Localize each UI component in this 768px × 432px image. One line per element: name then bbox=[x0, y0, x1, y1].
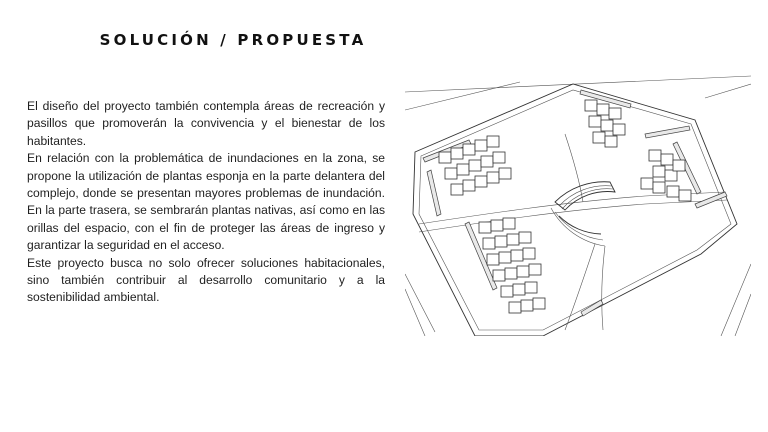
paragraph-recreation: El diseño del proyecto también contempla áreas de recreación y pasillos que promoverán la convivencia y el bienestar de los habitantes. bbox=[27, 99, 385, 148]
body-text bbox=[27, 98, 385, 307]
site-plan-drawing bbox=[405, 74, 751, 336]
building-cluster-north bbox=[585, 100, 625, 147]
amphitheater-plaza bbox=[551, 182, 615, 246]
building-cluster-southwest bbox=[479, 218, 545, 313]
site-plan-svg bbox=[405, 74, 751, 336]
building-cluster-northwest bbox=[439, 136, 511, 195]
landscape-strips bbox=[423, 90, 727, 316]
slide-title: SOLUCIÓN / PROPUESTA bbox=[99, 31, 367, 49]
paragraph-flooding: En relación con la problemática de inundaciones en la zona, se propone la utilización de plantas esponja en la parte delantera del complejo, donde se presentan mayores problemas de inundación. En la parte trasera, se sembrarán plantas nativas, así como en las orillas del espacio, con el fin de proteger las áreas de ingreso y garantizar la seguridad en el acceso. bbox=[27, 151, 385, 253]
paragraph-goals: Este proyecto busca no solo ofrecer soluciones habitacionales, sino también contribuir al desarrollo comunitario y a la sostenibilidad ambiental. bbox=[27, 255, 385, 305]
site-boundary bbox=[413, 84, 737, 336]
